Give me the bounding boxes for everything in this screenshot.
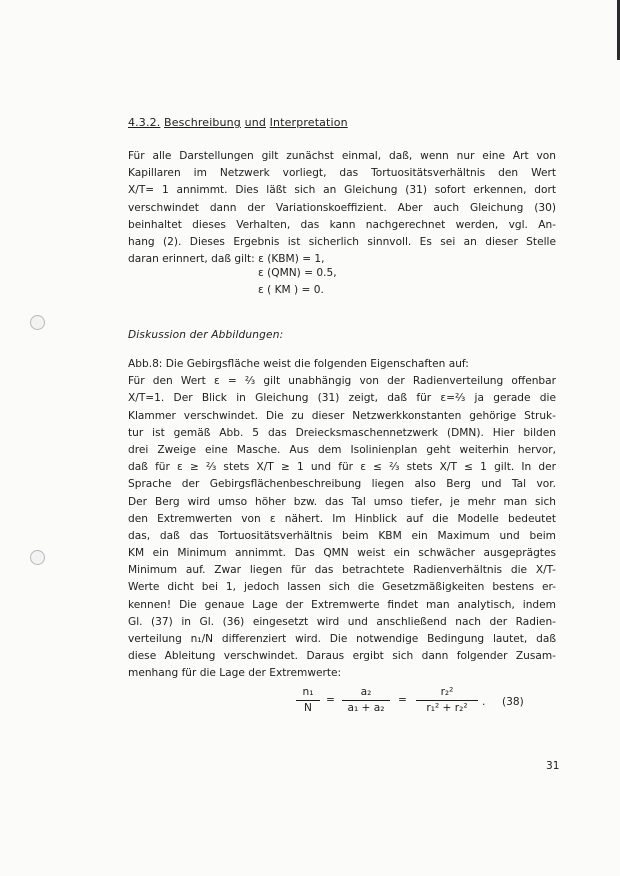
text-line: hang (2). Dieses Ergebnis ist sicherlich sinnvoll. Es sei an dieser Stelle bbox=[128, 235, 556, 248]
text-line: diese Ableitung verschwindet. Daraus ergibt sich dann folgender Zusam- bbox=[128, 650, 556, 663]
fraction-n1-over-n bbox=[296, 686, 320, 715]
period: . bbox=[482, 696, 486, 708]
text-line: drei Zweige eine Masche. Aus dem Isolinienplan geht weiterhin hervor, bbox=[128, 443, 556, 456]
equals-sign: = bbox=[326, 694, 335, 706]
text-line: Für alle Darstellungen gilt zunächst einmal, daß, wenn nur eine Art von bbox=[128, 150, 556, 162]
text-line: verschwindet dann der Variationskoeffizient. Aber auch Gleichung (30) bbox=[128, 201, 556, 214]
text-line: Klammer verschwindet. Die zu dieser Netzwerkkonstanten gehörige Struk- bbox=[128, 409, 556, 422]
text-line: Sprache der Gebirgsflächenbeschreibung liegen also Berg und Tal vor. bbox=[128, 478, 556, 491]
section-title-word-1: Beschreibung bbox=[164, 116, 241, 129]
equation-38 bbox=[296, 686, 536, 726]
text-line: Für den Wert ε = ⅔ gilt unabhängig von der Radienverteilung offenbar bbox=[128, 375, 556, 388]
text-line: KM ein Minimum annimmt. Das QMN weist ein schwächer ausgeprägtes bbox=[128, 547, 556, 560]
text-line: Kapillaren im Netzwerk vorliegt, das Tortuositätsverhältnis den Wert bbox=[128, 167, 556, 180]
section-number: 4.3.2. bbox=[128, 116, 161, 129]
punch-hole-top bbox=[30, 315, 45, 330]
paragraph-2 bbox=[128, 356, 556, 683]
denominator: N bbox=[304, 702, 312, 714]
text-line: das, daß das Tortuositätsverhältnis beim KBM ein Maximum und beim bbox=[128, 529, 556, 542]
denominator: a₁ + a₂ bbox=[347, 702, 385, 714]
text-line: daß für ε ≥ ⅔ stets X/T ≥ 1 und für ε ≤ ⅔ stets X/T ≤ 1 gilt. In der bbox=[128, 461, 556, 474]
numerator: r₂² bbox=[440, 686, 454, 698]
fraction-a2 bbox=[342, 686, 390, 715]
text-line: Der Berg wird umso höher bzw. das Tal umso tiefer, je mehr man sich bbox=[128, 495, 556, 508]
text-line: daran erinnert, daß gilt: ε (KBM) = 1, bbox=[128, 253, 325, 266]
text-line-abb8: Abb.8: Die Gebirgsfläche weist die folgenden Eigenschaften auf: bbox=[128, 358, 469, 370]
text-line: verteilung n₁/N differenziert wird. Die notwendige Bedingung lautet, daß bbox=[128, 633, 556, 645]
equation-label: (38) bbox=[502, 696, 524, 708]
page-number: 31 bbox=[546, 760, 560, 772]
text-line: kennen! Die genaue Lage der Extremwerte findet man analytisch, indem bbox=[128, 598, 556, 611]
equals-sign: = bbox=[398, 694, 407, 706]
text-line: Minimum auf. Zwar liegen für das betrachtete Radienverhältnis die X/T- bbox=[128, 564, 556, 577]
section-title-word-3: Interpretation bbox=[269, 116, 348, 129]
text-line: X/T=1. Der Blick in Gleichung (31) zeigt, daß für ε=⅔ ja gerade die bbox=[128, 392, 556, 405]
discussion-heading: Diskussion der Abbildungen: bbox=[128, 329, 284, 341]
numerator: a₂ bbox=[360, 686, 372, 698]
denominator: r₁² + r₂² bbox=[426, 702, 468, 714]
fraction-bar bbox=[296, 700, 320, 701]
fraction-bar bbox=[342, 700, 390, 701]
text-line: X/T= 1 annimmt. Dies läßt sich an Gleichung (31) sofort erkennen, dort bbox=[128, 184, 556, 197]
text-line: menhang für die Lage der Extremwerte: bbox=[128, 667, 342, 680]
fraction-r2 bbox=[416, 686, 478, 715]
punch-hole-bottom bbox=[30, 550, 45, 565]
epsilon-qmn: ε (QMN) = 0.5, bbox=[258, 267, 337, 279]
numerator: n₁ bbox=[302, 686, 314, 698]
text-line: Gl. (37) in Gl. (36) eingesetzt wird und anschließend nach der Radien- bbox=[128, 615, 556, 628]
fraction-bar bbox=[416, 700, 478, 701]
text-line: den Extremwerten von ε nähert. Im Hinblick auf die Modelle bedeutet bbox=[128, 512, 556, 525]
text-line: beinhaltet dieses Verhalten, das kann nachgerechnet werden, vgl. An- bbox=[128, 218, 556, 231]
section-heading bbox=[128, 117, 348, 128]
text-line: Werte dicht bei 1, jedoch lassen sich die Gesetzmäßigkeiten bestens er- bbox=[128, 581, 556, 594]
paragraph-1 bbox=[128, 148, 556, 268]
text-line: tur ist gemäß Abb. 5 das Dreiecksmaschennetzwerk (DMN). Hier bilden bbox=[128, 426, 556, 439]
section-title-word-2: und bbox=[244, 116, 266, 129]
epsilon-km: ε ( KM ) = 0. bbox=[258, 284, 324, 296]
